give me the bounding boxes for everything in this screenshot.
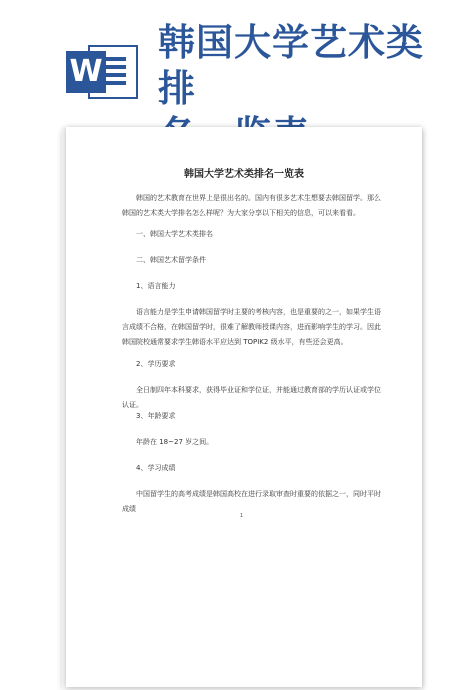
heading-language: 1、语言能力 <box>136 282 176 290</box>
heading-age: 3、年龄要求 <box>136 412 176 420</box>
paragraph-education: 全日制四年本科要求，获得毕业证和学位证，并能通过教育部的学历认证或学位认证。 <box>122 386 381 409</box>
paragraph-grades: 中国留学生的高考成绩是韩国高校在进行录取审查时重要的依据之一，同时平时成绩 <box>122 490 381 513</box>
heading-ranking: 一、韩国大学艺术类排名 <box>136 230 213 238</box>
heading-grades: 4、学习成绩 <box>136 464 176 472</box>
banner <box>0 0 474 125</box>
paragraph-age: 年龄在 18~27 岁之间。 <box>136 438 214 446</box>
heading-conditions: 二、韩国艺术留学条件 <box>136 256 206 264</box>
page-number: 1 <box>240 513 244 519</box>
document-title: 韩国大学艺术类排名一览表 <box>184 169 304 180</box>
paragraph-language: 语言能力是学生申请韩国留学时主要的考核内容，也是重要的之一，如果学生语言成绩不合格，在韩国留学时，很难了解教师授课内容，进而影响学生的学习。因此韩国院校通常要求学生韩语水平应达到 TOPIK2 级水平，有些还会更高。 <box>122 308 381 346</box>
headline-line-1: 韩国大学艺术类排 <box>158 21 424 110</box>
document-page <box>66 127 422 687</box>
paragraph-intro: 韩国的艺术教育在世界上是很出名的。国内有很多艺术生想要去韩国留学。那么韩国的艺术类大学排名怎么样呢？为大家分享以下相关的信息，可以来看看。 <box>122 194 381 217</box>
heading-education: 2、学历要求 <box>136 360 176 368</box>
word-badge: W <box>66 51 106 93</box>
word-document-icon <box>66 43 138 101</box>
